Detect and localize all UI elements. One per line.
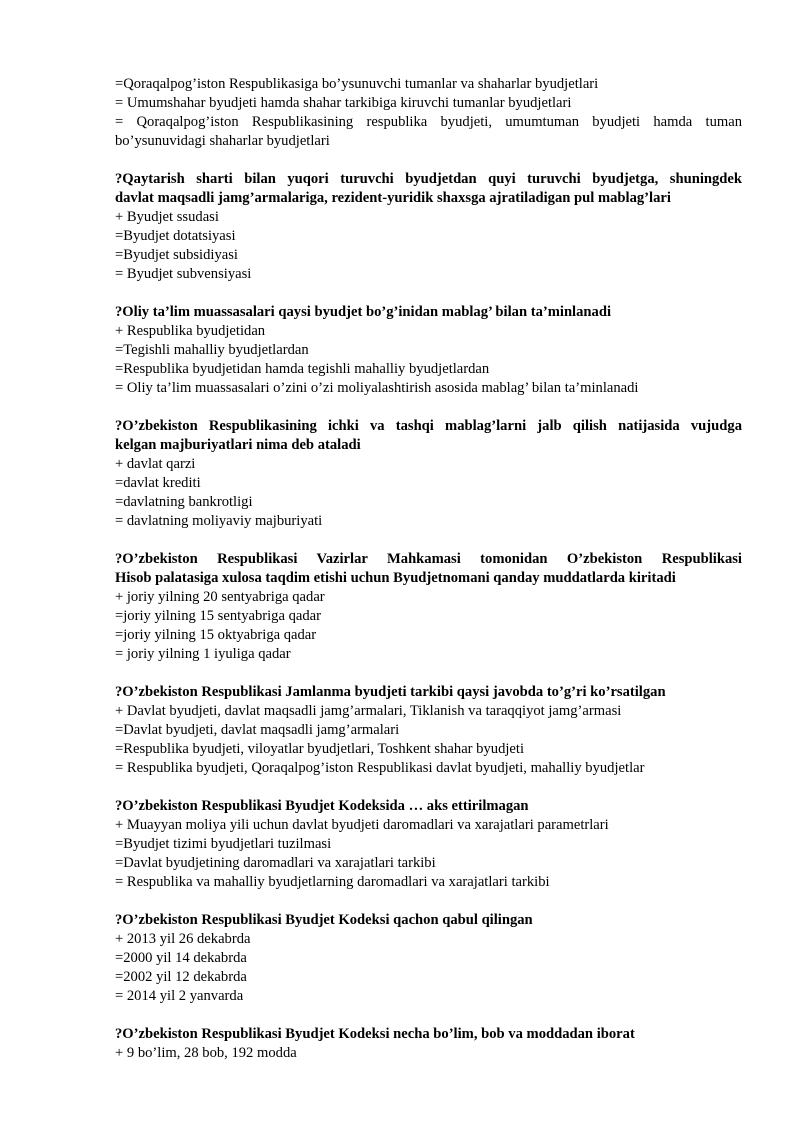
answer-option: = Byudjet subvensiyasi <box>115 266 252 282</box>
intro-answer-3-line-2: bo’ysunuvidagi shaharlar byudjetlari <box>115 133 330 149</box>
answer-option: =joriy yilning 15 oktyabriga qadar <box>115 627 317 643</box>
answer-option: = joriy yilning 1 iyuliga qadar <box>115 646 291 662</box>
answer-option: + 2013 yil 26 dekabrda <box>115 931 251 947</box>
answer-option: =Byudjet subsidiyasi <box>115 247 238 263</box>
answer-option: =Respublika byudjeti, viloyatlar byudjetlari, Toshkent shahar byudjeti <box>115 741 525 757</box>
intro-answer-3-line-1: = Qoraqalpog’iston Respublikasining respublika byudjeti, umumtuman byudjeti hamda tuman <box>115 114 742 130</box>
question-text: Hisob palatasiga xulosa taqdim etishi uchun Byudjetnomani qanday muddatlarda kiritadi <box>115 570 676 586</box>
answer-option: + davlat qarzi <box>115 456 196 472</box>
question-text: ?O’zbekiston Respublikasi Byudjet Kodeksida … aks ettirilmagan <box>115 798 529 814</box>
question-text: ?O’zbekiston Respublikasi Vazirlar Mahkamasi tomonidan O’zbekiston Respublikasi <box>115 551 742 567</box>
intro-answer-1: =Qoraqalpog’iston Respublikasiga bo’ysunuvchi tumanlar va shaharlar byudjetlari <box>115 76 599 92</box>
answer-option: = Respublika byudjeti, Qoraqalpog’iston Respublikasi davlat byudjeti, mahalliy byudjetlar <box>115 760 645 776</box>
answer-option: + Byudjet ssudasi <box>115 209 219 225</box>
answer-option: =Byudjet dotatsiyasi <box>115 228 236 244</box>
question-text: ?Qaytarish sharti bilan yuqori turuvchi byudjetdan quyi turuvchi byudjetga, shuningdek <box>115 171 742 187</box>
answer-option: =joriy yilning 15 sentyabriga qadar <box>115 608 322 624</box>
question-text: ?O’zbekiston Respublikasi Jamlanma byudjeti tarkibi qaysi javobda to’g’ri ko’rsatilgan <box>115 684 666 700</box>
question-text: ?O’zbekiston Respublikasining ichki va tashqi mablag’larni jalb qilish natijasida vujudga <box>115 418 742 434</box>
answer-option: =2002 yil 12 dekabrda <box>115 969 247 985</box>
answer-option: =davlat krediti <box>115 475 201 491</box>
spacer <box>115 531 742 550</box>
question-text: ?O’zbekiston Respublikasi Byudjet Kodeksi qachon qabul qilingan <box>115 912 533 928</box>
answer-option: = Respublika va mahalliy byudjetlarning daromadlari va xarajatlari tarkibi <box>115 874 550 890</box>
spacer <box>115 664 742 683</box>
answer-option: =2000 yil 14 dekabrda <box>115 950 247 966</box>
answer-option: =Davlat byudjeti, davlat maqsadli jamg’armalari <box>115 722 400 738</box>
spacer <box>115 778 742 797</box>
answer-option: = 2014 yil 2 yanvarda <box>115 988 244 1004</box>
question-text: davlat maqsadli jamg’armalariga, rezident-yuridik shaxsga ajratiladigan pul mablag’lari <box>115 190 671 206</box>
answer-option: = Oliy ta’lim muassasalari o’zini o’zi moliyalashtirish asosida mablag’ bilan ta’minlanadi <box>115 380 639 396</box>
answer-option: =Tegishli mahalliy byudjetlardan <box>115 342 309 358</box>
answer-option: + Respublika byudjetidan <box>115 323 266 339</box>
answer-option: =Respublika byudjetidan hamda tegishli mahalliy byudjetlardan <box>115 361 490 377</box>
intro-answer-2: = Umumshahar byudjeti hamda shahar tarkibiga kiruvchi tumanlar byudjetlari <box>115 95 572 111</box>
answer-option: = davlatning moliyaviy majburiyati <box>115 513 323 529</box>
spacer <box>115 1006 742 1025</box>
answer-option: =davlatning bankrotligi <box>115 494 253 510</box>
spacer <box>115 892 742 911</box>
spacer <box>115 398 742 417</box>
question-text: ?Oliy ta’lim muassasalari qaysi byudjet bo’g’inidan mablag’ bilan ta’minlanadi <box>115 304 611 320</box>
answer-option: + Muayyan moliya yili uchun davlat byudjeti daromadlari va xarajatlari parametrlari <box>115 817 609 833</box>
answer-option: =Davlat byudjetining daromadlari va xarajatlari tarkibi <box>115 855 436 871</box>
answer-option: + joriy yilning 20 sentyabriga qadar <box>115 589 325 605</box>
question-text: kelgan majburiyatlari nima deb ataladi <box>115 437 361 453</box>
answer-option: =Byudjet tizimi byudjetlari tuzilmasi <box>115 836 332 852</box>
question-text: ?O’zbekiston Respublikasi Byudjet Kodeksi necha bo’lim, bob va moddadan iborat <box>115 1026 635 1042</box>
spacer <box>115 151 742 170</box>
answer-option: + Davlat byudjeti, davlat maqsadli jamg’armalari, Tiklanish va taraqqiyot jamg’armasi <box>115 703 622 719</box>
answer-option: + 9 bo’lim, 28 bob, 192 modda <box>115 1045 297 1061</box>
spacer <box>115 284 742 303</box>
